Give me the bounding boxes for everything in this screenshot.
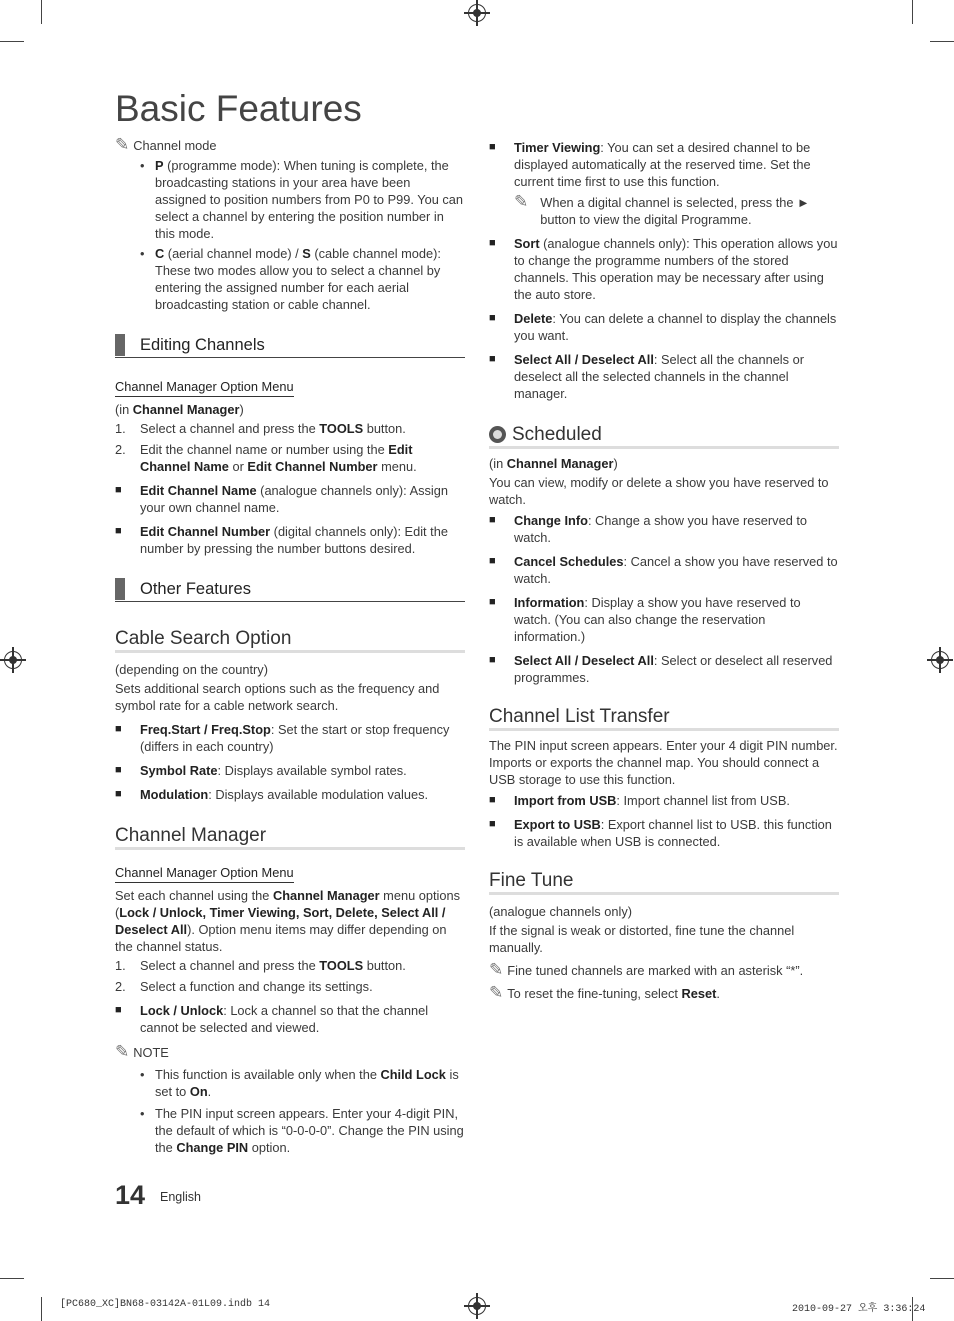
crop-mark — [930, 41, 954, 42]
registration-mark-icon — [468, 4, 486, 22]
section-heading-cable: Cable Search Option — [115, 630, 465, 653]
menu-title: Channel Manager Option Menu — [115, 864, 294, 883]
list-item: ■ Timer Viewing: You can set a desired channel to be displayed automatically at the reserved time. Set the current time first to use this function. — [489, 140, 811, 189]
pencil-icon: ✎ — [115, 1042, 130, 1061]
left-column — [115, 137, 465, 1156]
step-item: 1. Select a channel and press the TOOLS button. — [115, 958, 406, 973]
heading-bar — [115, 578, 125, 600]
section-heading-manager: Channel Manager — [115, 827, 465, 850]
list-item: ■ Lock / Unlock: Lock a channel so that the channel cannot be selected and viewed. — [115, 1003, 429, 1035]
page-language: English — [160, 1190, 201, 1204]
channel-mode-note — [115, 137, 465, 154]
context-text: (in Channel Manager) — [489, 456, 618, 471]
pencil-icon: ✎ — [489, 983, 504, 1002]
list-item: ■ Select All / Deselect All: Select or deselect all reserved programmes. — [489, 653, 833, 685]
list-item: ■ Delete: You can delete a channel to display the channels you want. — [489, 311, 837, 343]
list-item: ■ Import from USB: Import channel list from USB. — [489, 793, 790, 808]
paragraph: (analogue channels only) — [489, 904, 632, 919]
section-heading-editing: Editing Channels — [115, 333, 465, 358]
registration-mark-icon — [931, 651, 949, 669]
list-item: ■ Sort (analogue channels only): This operation allows you to change the programme numbers of the stored channels. This operation may be necessary after using the auto store. — [489, 236, 838, 302]
crop-mark — [912, 0, 913, 24]
crop-mark — [41, 1297, 42, 1321]
page-number: 14 — [115, 1180, 146, 1210]
list-item: ■ Modulation: Displays available modulation values. — [115, 787, 429, 802]
pencil-icon: ✎ — [115, 135, 130, 154]
registration-mark-icon — [4, 651, 22, 669]
page-title: Basic Features — [115, 88, 362, 129]
context-text: (in Channel Manager) — [115, 402, 244, 417]
list-item: ■ Change Info: Change a show you have reserved to watch. — [489, 513, 808, 545]
menu-title: Channel Manager Option Menu — [115, 378, 294, 397]
crop-mark — [930, 1278, 954, 1279]
list-item: • C (aerial channel mode) / S (cable channel mode): These two modes allow you to select a channel by entering the assigned number for each aerial broadcasting station or cable channel. — [140, 246, 441, 312]
paragraph: You can view, modify or delete a show you have reserved to watch. — [489, 475, 829, 507]
print-slug-date: 2010-09-27 오후 3:36:24 — [792, 1304, 926, 1315]
step-item: 2. Edit the channel name or number using the Edit Channel Name or Edit Channel Number menu. — [115, 442, 417, 474]
paragraph: Sets additional search options such as the frequency and symbol rate for a cable network search. — [115, 681, 440, 713]
pencil-icon: ✎ — [514, 192, 529, 211]
paragraph: (depending on the country) — [115, 662, 268, 677]
list-item: • P (programme mode): When tuning is complete, the broadcasting stations in your area have been assigned to position numbers from P0 to P99. You can select a channel by entering the position number in this mode. — [140, 158, 464, 241]
note-label: NOTE — [133, 1045, 169, 1060]
section-heading-scheduled: Scheduled — [489, 426, 839, 449]
registration-mark-icon — [468, 1297, 486, 1315]
section-heading-transfer: Channel List Transfer — [489, 708, 839, 731]
right-column — [489, 137, 839, 1002]
list-item: ■ Information: Display a show you have reserved to watch. (You can also change the reservation information.) — [489, 595, 801, 644]
section-heading-finetune: Fine Tune — [489, 872, 839, 895]
crop-mark — [0, 41, 24, 42]
heading-bar — [115, 334, 125, 356]
list-item: ■ Edit Channel Number (digital channels only): Edit the number by pressing the number buttons desired. — [115, 524, 448, 556]
list-item: • This function is available only when the Child Lock is set to On. — [140, 1067, 459, 1099]
note-block: ✎ To reset the fine-tuning, select Reset. — [489, 983, 720, 1002]
paragraph: The PIN input screen appears. Enter your 4 digit PIN number. Imports or exports the channel map. You should connect a USB storage to use this function. — [489, 738, 838, 787]
note-block — [115, 1044, 465, 1061]
note-block: ✎ Fine tuned channels are marked with an asterisk “*”. — [489, 960, 804, 979]
print-slug-file: [PC680_XC]BN68-03142A-01L09.indb 14 — [60, 1299, 271, 1310]
crop-mark — [41, 0, 42, 24]
list-item: ■ Freq.Start / Freq.Stop: Set the start or stop frequency (differs in each country) — [115, 722, 450, 754]
pencil-icon: ✎ — [489, 960, 504, 979]
paragraph: If the signal is weak or distorted, fine tune the channel manually. — [489, 923, 795, 955]
step-item: 2. Select a function and change its settings. — [115, 979, 373, 994]
section-heading-other: Other Features — [115, 577, 465, 602]
list-item: ■ Select All / Deselect All: Select all the channels or deselect all the selected channels in the channel manager. — [489, 352, 804, 401]
list-item: ■ Export to USB: Export channel list to USB. this function is available when USB is connected. — [489, 817, 832, 849]
crop-mark — [0, 1278, 24, 1279]
step-item: 1. Select a channel and press the TOOLS button. — [115, 421, 406, 436]
note-block: ✎ When a digital channel is selected, press the ► button to view the digital Programme. — [514, 192, 810, 227]
list-item: ■ Cancel Schedules: Cancel a show you have reserved to watch. — [489, 554, 838, 586]
list-item: ■ Edit Channel Name (analogue channels only): Assign your own channel name. — [115, 483, 448, 515]
list-item: • The PIN input screen appears. Enter your 4-digit PIN, the default of which is “0-0-0-0”. Change the PIN using the Change PIN option. — [140, 1106, 464, 1155]
clock-icon — [489, 426, 506, 443]
note-text: Channel mode — [133, 138, 217, 153]
paragraph: Set each channel using the Channel Manager menu options (Lock / Unlock, Timer Viewing, Sort, Delete, Select All / Deselect All). Option menu items may differ depending on the channel status. — [115, 888, 461, 954]
list-item: ■ Symbol Rate: Displays available symbol rates. — [115, 763, 407, 778]
